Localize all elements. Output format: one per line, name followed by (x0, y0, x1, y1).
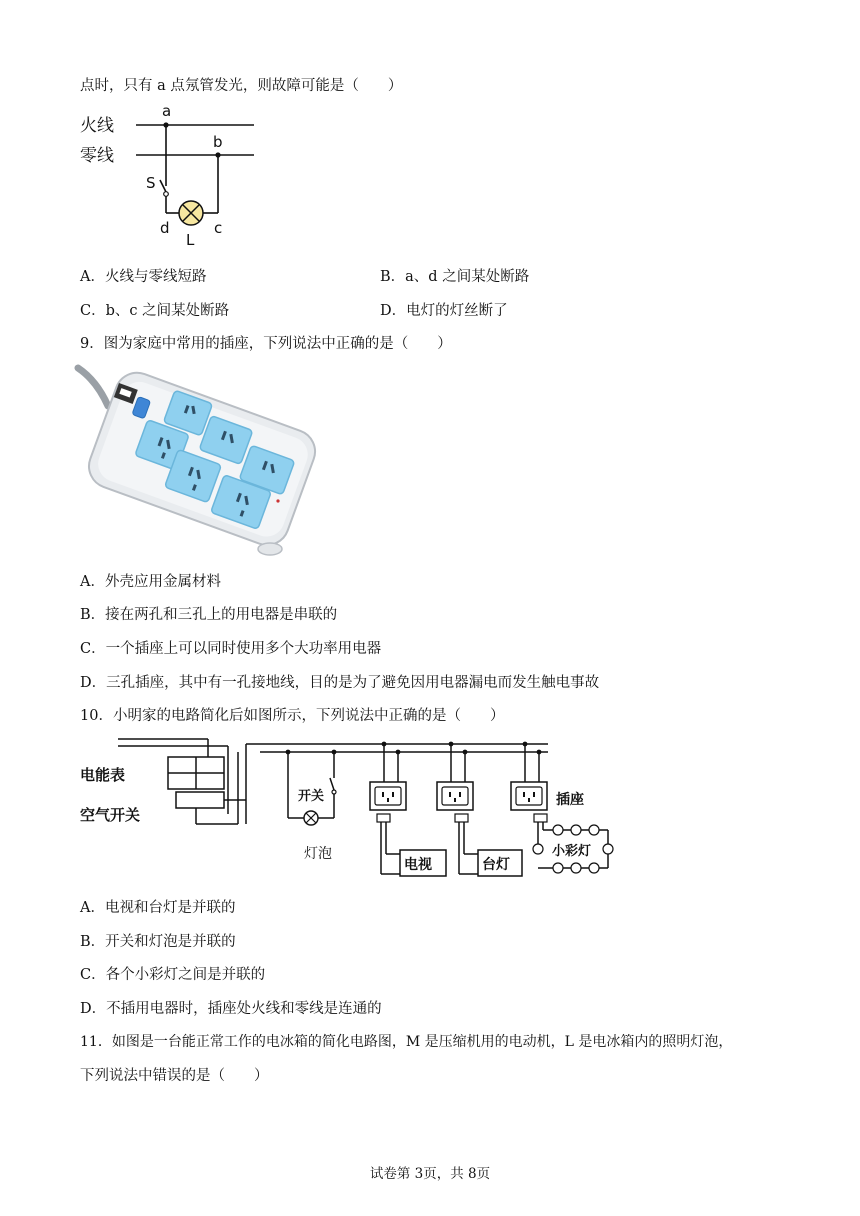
q10-option-c: C．各个小彩灯之间是并联的 (80, 967, 266, 983)
q8-stem-tail: 点时，只有 a 点氖管发光，则故障可能是（ ） (80, 78, 403, 94)
socket-label: 插座 (556, 792, 584, 808)
live-wire-label: 火线 (80, 116, 114, 136)
q8-circuit-diagram (78, 100, 278, 250)
q9-option-c: C．一个插座上可以同时使用多个大功率用电器 (80, 641, 382, 657)
q10-option-b: B．开关和灯泡是并联的 (80, 934, 236, 950)
point-b-label: b (213, 133, 223, 151)
point-d-label: d (160, 219, 170, 237)
point-c-label: c (214, 219, 223, 237)
point-a-label: a (162, 102, 172, 120)
q8-option-d: D．电灯的灯丝断了 (380, 303, 508, 319)
tv-label: 电视 (404, 857, 432, 873)
q10-stem: 10．小明家的电路简化后如图所示，下列说法中正确的是（ ） (80, 708, 505, 724)
power-strip-image (78, 362, 318, 560)
meter-label: 电能表 (80, 766, 126, 784)
q9-option-b: B．接在两孔和三孔上的用电器是串联的 (80, 607, 338, 623)
desk-lamp-label: 台灯 (482, 857, 510, 873)
switch-s-label: S (146, 174, 156, 192)
neutral-wire-label: 零线 (80, 146, 114, 166)
breaker-label: 空气开关 (80, 806, 141, 824)
switch-label: 开关 (298, 789, 325, 804)
q10-option-d: D．不插用电器时，插座处火线和零线是连通的 (80, 1001, 382, 1017)
q9-stem: 9．图为家庭中常用的插座，下列说法中正确的是（ ） (80, 336, 452, 352)
q8-option-a: A．火线与零线短路 (80, 269, 207, 285)
string-lights-label: 小彩灯 (552, 844, 592, 859)
q10-household-circuit-diagram (78, 734, 592, 882)
q10-option-a: A．电视和台灯是并联的 (80, 900, 236, 916)
page-footer: 试卷第 3页，共 8页 (369, 1166, 491, 1182)
q11-stem-line1: 11．如图是一台能正常工作的电冰箱的简化电路图，M 是压缩机用的电动机，L 是电冰箱内的照明灯泡， (80, 1034, 733, 1050)
q11-stem-line2: 下列说法中错误的是（ ） (80, 1068, 269, 1084)
q8-option-b: B．a、d 之间某处断路 (380, 269, 530, 285)
q9-option-d: D．三孔插座，其中有一孔接地线，目的是为了避免因用电器漏电而发生触电事故 (80, 675, 600, 691)
q9-option-a: A．外壳应用金属材料 (80, 574, 221, 590)
q8-option-c: C．b、c 之间某处断路 (80, 303, 230, 319)
lamp-l-label: L (186, 231, 195, 249)
bulb-label: 灯泡 (304, 846, 332, 862)
